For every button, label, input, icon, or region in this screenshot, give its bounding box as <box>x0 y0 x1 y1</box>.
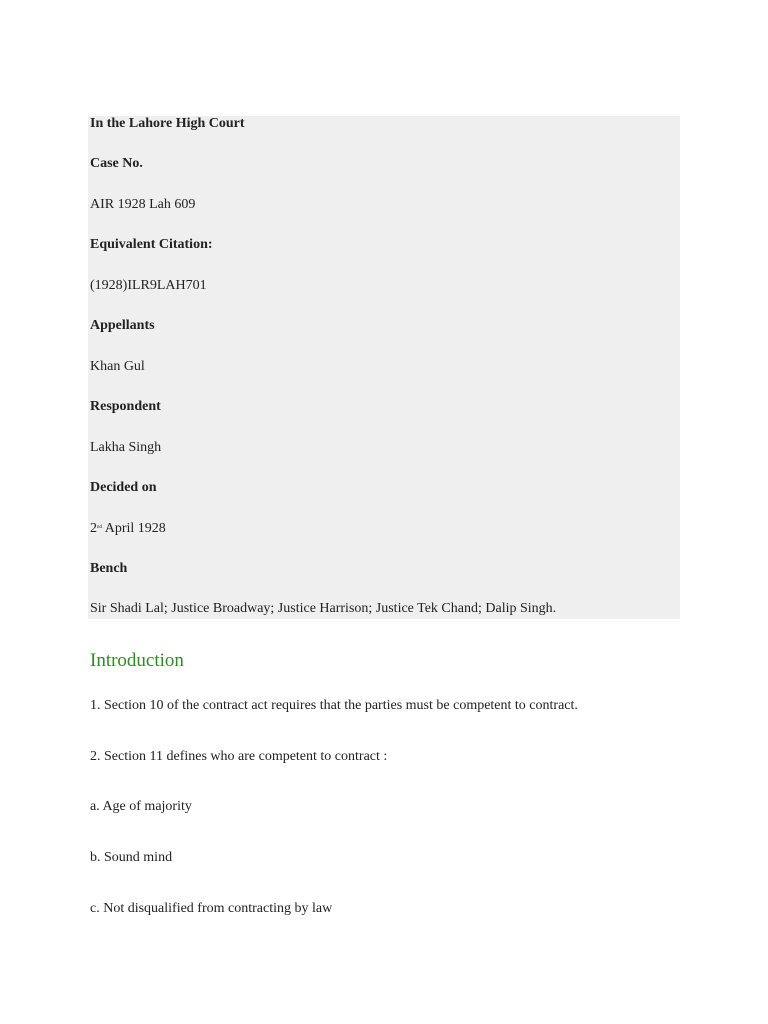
decided-on-day: 2 <box>90 521 97 536</box>
decided-on-ordinal-suffix: nd <box>97 525 102 530</box>
list-item-not-disqualified: c. Not disqualified from contracting by law <box>90 901 333 916</box>
appellants-value: Khan Gul <box>90 359 145 374</box>
case-no-value: AIR 1928 Lah 609 <box>90 197 196 212</box>
introduction-heading: Introduction <box>90 650 184 671</box>
bench-value: Sir Shadi Lal; Justice Broadway; Justice Harrison; Justice Tek Chand; Dalip Singh. <box>90 601 557 616</box>
case-no-label: Case No. <box>90 156 143 171</box>
list-item-section-10: 1. Section 10 of the contract act requires that the parties must be competent to contract. <box>90 698 578 713</box>
appellants-label: Appellants <box>90 318 155 333</box>
respondent-value: Lakha Singh <box>90 440 162 455</box>
decided-on-label: Decided on <box>90 480 157 495</box>
decided-on-month-year: April 1928 <box>102 521 166 536</box>
court-name: In the Lahore High Court <box>90 116 245 131</box>
equivalent-citation-value: (1928)ILR9LAH701 <box>90 278 207 293</box>
equivalent-citation-label: Equivalent Citation: <box>90 237 213 252</box>
decided-on-value <box>90 520 166 538</box>
list-item-age-of-majority: a. Age of majority <box>90 799 192 814</box>
case-details-panel <box>88 116 680 619</box>
list-item-section-11: 2. Section 11 defines who are competent to contract : <box>90 749 388 764</box>
bench-label: Bench <box>90 561 128 576</box>
list-item-sound-mind: b. Sound mind <box>90 850 173 865</box>
respondent-label: Respondent <box>90 399 161 414</box>
